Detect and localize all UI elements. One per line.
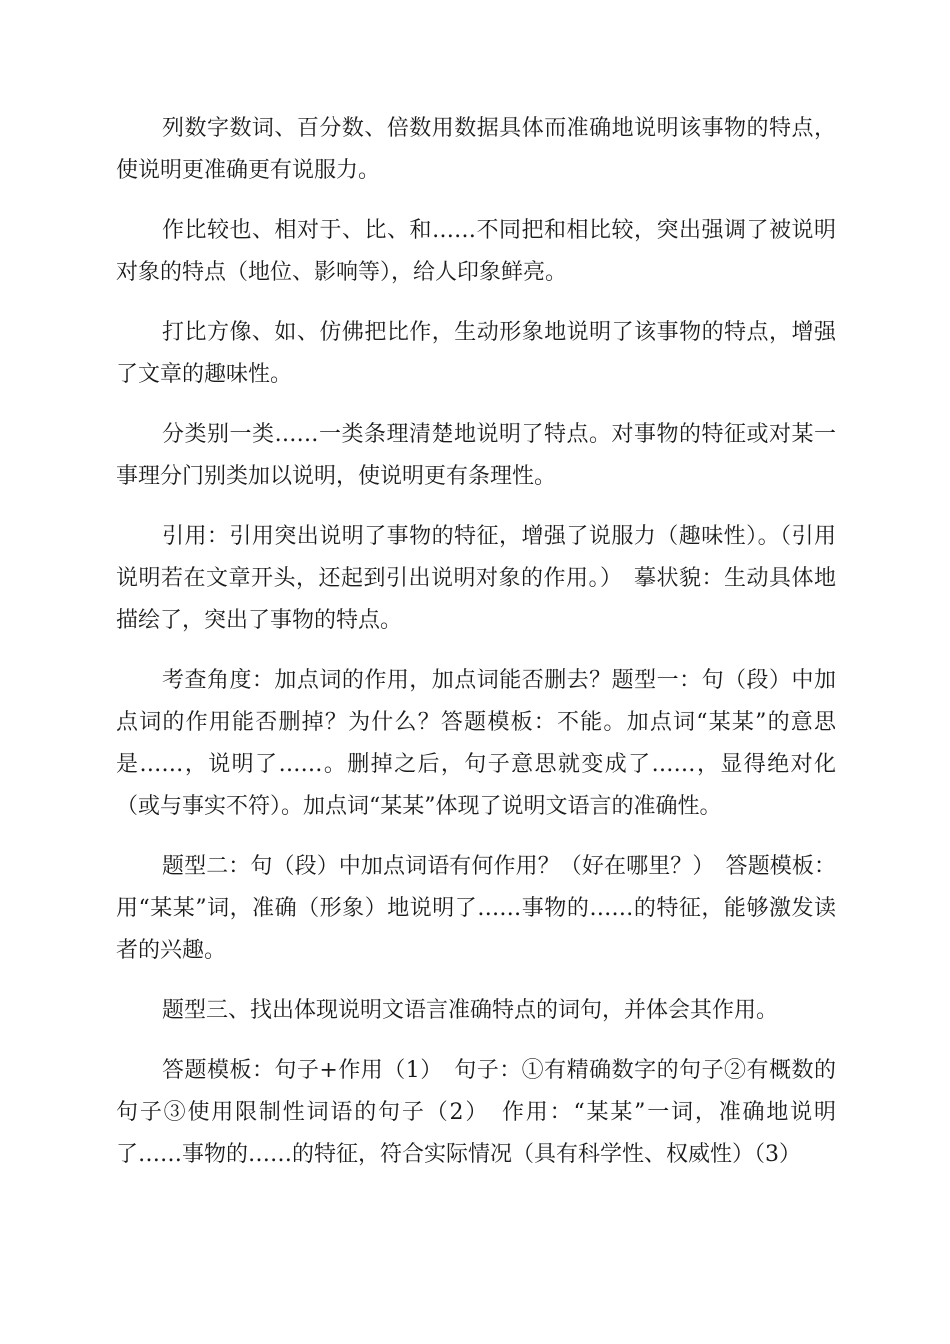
paragraph-metaphor: 打比方像、如、仿佛把比作，生动形象地说明了该事物的特点，增强了文章的趣味性。 — [116, 320, 836, 387]
paragraph-list-numbers: 列数字数词、百分数、倍数用数据具体而准确地说明该事物的特点，使说明更准确更有说服力。 — [116, 116, 836, 183]
paragraph-classification: 分类别一类……一类条理清楚地说明了特点。对事物的特征或对某一事理分门别类加以说明，使说明更有条理性。 — [116, 422, 836, 489]
paragraph-question-type-1: 考查角度：加点词的作用，加点词能否删去？题型一：句（段）中加点词的作用能否删掉？为什么？答题模板：不能。加点词“某某”的意思是……，说明了……。删掉之后，句子意思就变成了……，显得绝对化（或与事实不符）。加点词“某某”体现了说明文语言的准确性。 — [116, 668, 836, 819]
paragraph-quotation: 引用：引用突出说明了事物的特征，增强了说服力（趣味性）。（引用说明若在文章开头，还起到引出说明对象的作用。） 摹状貌：生动具体地描绘了，突出了事物的特点。 — [116, 524, 836, 633]
paragraph-comparison: 作比较也、相对于、比、和……不同把和相比较，突出强调了被说明对象的特点（地位、影响等），给人印象鲜亮。 — [116, 218, 836, 285]
paragraph-answer-template: 答题模板：句子+作用（1） 句子：①有精确数字的句子②有概数的句子③使用限制性词语的句子（2） 作用：“某某”一词，准确地说明了……事物的……的特征，符合实际情况（具有科学性、权威性）（3） — [116, 1058, 836, 1167]
paragraph-question-type-3: 题型三、找出体现说明文语言准确特点的词句，并体会其作用。 — [162, 998, 779, 1023]
paragraph-question-type-2: 题型二：句（段）中加点词语有何作用？（好在哪里？） 答题模板：用“某某”词，准确（形象）地说明了……事物的……的特征，能够激发读者的兴趣。 — [116, 854, 836, 963]
document-body — [116, 108, 836, 1194]
